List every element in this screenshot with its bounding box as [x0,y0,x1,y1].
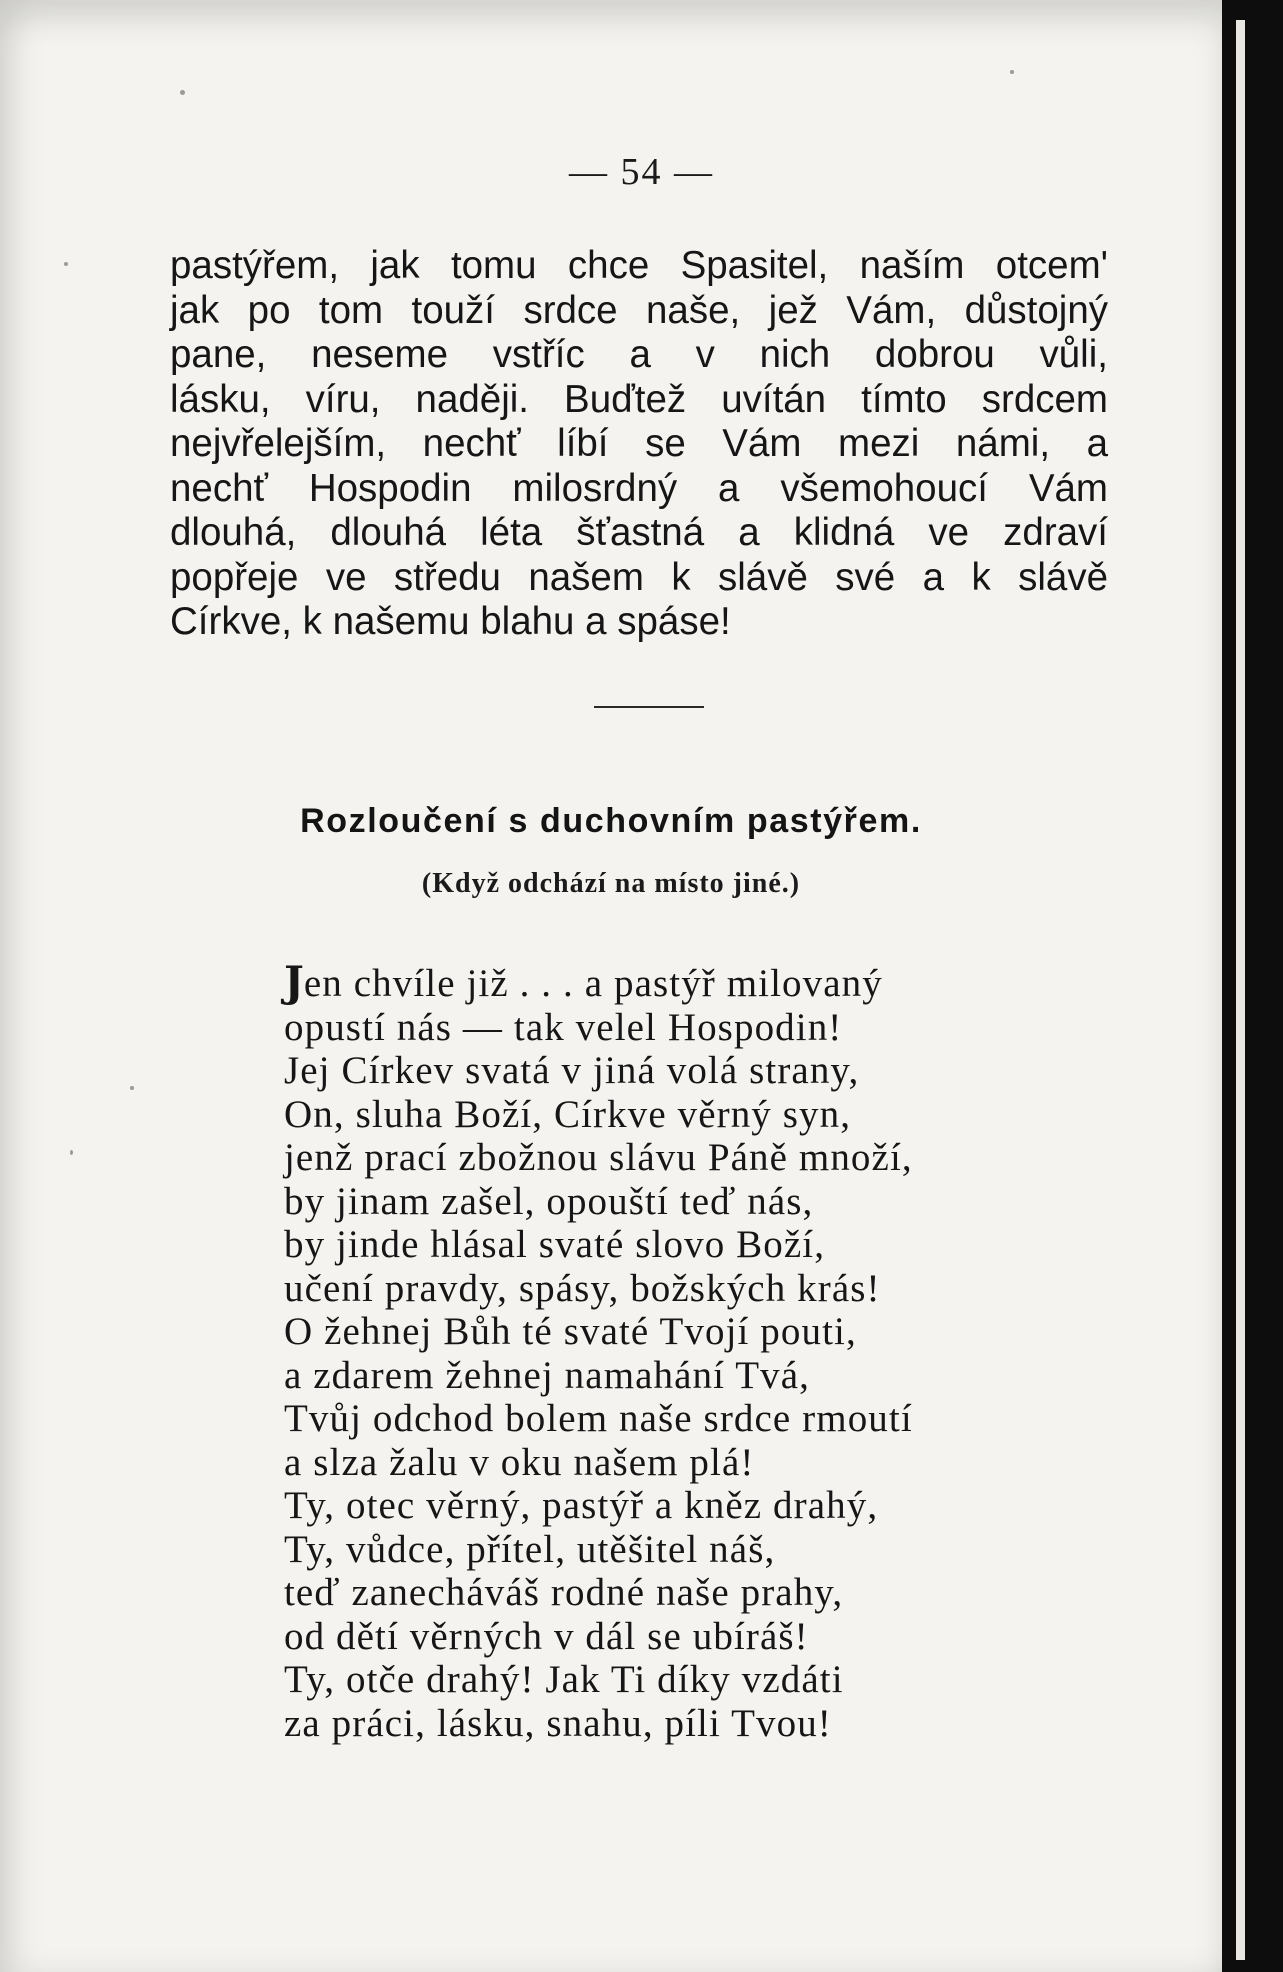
poem-line: teď zanecháváš rodné naše prahy, [284,1571,844,1614]
prose-line: popřeje ve středu našem k slávě své a k slávě [170,555,1108,599]
poem-line: On, sluha Boží, Církve věrný syn, [284,1092,852,1136]
section-subtitle: (Když odchází na místo jiné.) [421,868,801,899]
prose-line: pane, neseme vstříc a v nich dobrou vůli, [170,333,1108,376]
poem-line: za práci, lásku, snahu, píli Tvou! [284,1701,832,1745]
section-title: Rozloučení s duchovním pastýřem. [300,802,922,840]
prose-line: dlouhá, dlouhá léta šťastná a klidná ve zdraví [170,511,1108,554]
poem-line [284,957,1084,1006]
adjacent-page-edge [1236,20,1245,1960]
poem-line: O žehnej Bůh té svaté Tvojí pouti, [284,1310,857,1353]
prose-paragraph [170,244,1108,645]
drop-cap: J [284,957,304,1006]
poem-first-line-text: en chvíle již . . . a pastýř milovaný [303,962,883,1005]
poem-line: Ty, vůdce, přítel, utěšitel náš, [284,1527,776,1571]
poem-line: by jinde hlásal svaté slovo Boží, [284,1223,826,1266]
paper-speck [70,1150,73,1155]
poem-line: Tvůj odchod bolem naše srdce rmoutí [284,1397,913,1440]
poem-line: učení pravdy, spásy, božských krás! [284,1266,881,1310]
poem-line: Jej Církev svatá v jiná volá strany, [284,1049,860,1092]
poem-line: Ty, otče drahý! Jak Ti díky vzdáti [284,1658,844,1701]
poem [284,957,1084,1745]
paper-speck [1010,70,1014,74]
prose-line: nejvřelejším, nechť líbí se Vám mezi námi, a [170,422,1108,465]
paper-speck [130,1086,134,1090]
poem-line: a slza žalu v oku našem plá! [284,1440,755,1484]
poem-line: Ty, otec věrný, pastýř a kněz drahý, [284,1484,879,1527]
paper-speck [180,90,185,95]
prose-line: nechť Hospodin milosrdný a všemohoucí Vám [170,466,1108,510]
paper-speck [64,262,68,266]
poem-line: od dětí věrných v dál se ubíráš! [284,1614,809,1658]
prose-line: lásku, víru, naději. Buďtež uvítán tímto srdcem [170,377,1108,421]
poem-line: a zdarem žehnej namahání Tvá, [284,1353,811,1397]
prose-line: pastýřem, jak tomu chce Spasitel, naším otcem' [170,244,1108,287]
poem-line: by jinam zašel, opouští teď nás, [284,1179,814,1223]
prose-line: Církve, k našemu blahu a spáse! [170,600,731,643]
prose-line: jak po tom touží srdce naše, jež Vám, důstojný [170,288,1108,332]
section-divider [594,706,704,708]
book-edge-shadow [1222,0,1283,1972]
poem-line: jenž prací zbožnou slávu Páně množí, [284,1136,913,1179]
page-number: — 54 — [569,151,714,193]
poem-line: opustí nás — tak velel Hospodin! [284,1005,843,1049]
